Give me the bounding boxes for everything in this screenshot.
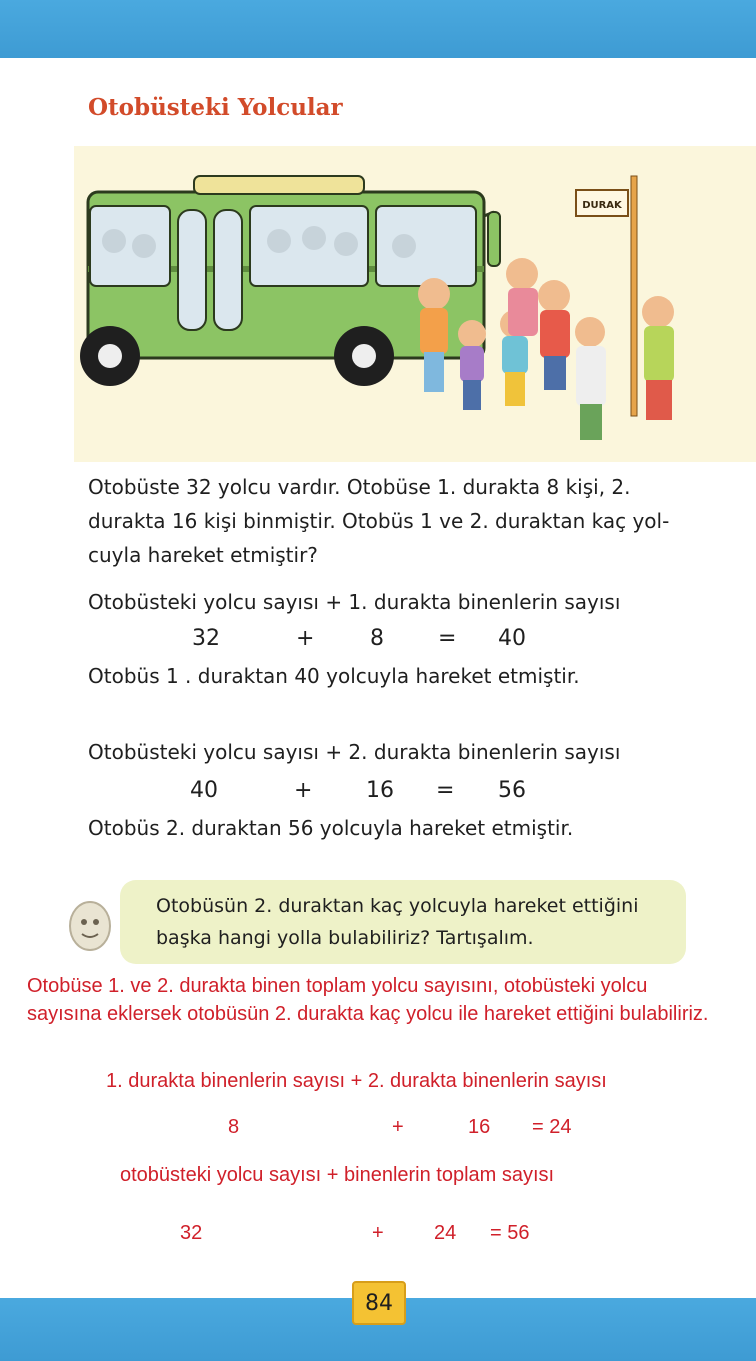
step1-label: Otobüsteki yolcu sayısı + 1. durakta binenlerin sayısı	[88, 590, 621, 614]
answer-line2-result: = 56	[490, 1222, 530, 1244]
step1-conclusion: Otobüs 1 . duraktan 40 yolcuyla hareket etmiştir.	[88, 664, 580, 688]
answer-line2-op: +	[372, 1222, 384, 1244]
top-band	[0, 0, 756, 58]
step2-label: Otobüsteki yolcu sayısı + 2. durakta binenlerin sayısı	[88, 740, 621, 764]
passenger	[102, 229, 126, 253]
page-number: 84	[352, 1281, 406, 1325]
step1-operand-b: 8	[370, 626, 384, 651]
answer-line2-a: 32	[180, 1222, 203, 1244]
step2-operand-b: 16	[366, 778, 394, 803]
discussion-callout	[120, 880, 686, 964]
bus-stop-sign-text: DURAK	[582, 200, 622, 211]
answer-line2-b: 24	[434, 1222, 457, 1244]
discussion-callout-text	[156, 890, 676, 954]
step1-result: 40	[498, 626, 526, 651]
step1-operator: +	[296, 626, 315, 651]
passenger	[334, 232, 358, 256]
answer-line1-a: 8	[228, 1116, 240, 1138]
step2-result: 56	[498, 778, 526, 803]
bus-door-window	[178, 210, 206, 330]
bus-window	[376, 206, 476, 286]
step2-operator: +	[294, 778, 313, 803]
answer-line1-op: +	[392, 1116, 404, 1138]
section-title: Otobüsteki Yolcular	[88, 94, 343, 121]
step1-equals: =	[438, 626, 457, 651]
bus-illustration-svg	[74, 146, 756, 462]
bus-roof	[194, 176, 364, 194]
step2-operand-a: 40	[190, 778, 218, 803]
thinking-character-icon	[68, 898, 112, 952]
answer-line1-b: 16	[468, 1116, 491, 1138]
answer-line1-result: = 24	[532, 1116, 572, 1138]
answer-line1-label: 1. durakta binenlerin sayısı + 2. durakta binenlerin sayısı	[106, 1070, 607, 1092]
answer-paragraph: Otobüse 1. ve 2. durakta binen toplam yolcu sayısını, otobüsteki yolcu sayısına eklersek otobüsün 2. durakta kaç yolcu ile hareket ettiğini bulabiliriz.	[27, 975, 709, 1025]
bus-door-window	[214, 210, 242, 330]
passenger	[267, 229, 291, 253]
callout-line-1: Otobüsün 2. duraktan kaç yolcuyla hareket ettiğini	[156, 895, 639, 917]
bus-wheel-hub	[98, 344, 122, 368]
answer-line2-label: otobüsteki yolcu sayısı + binenlerin toplam sayısı	[120, 1164, 555, 1186]
passenger	[392, 234, 416, 258]
bus-stop-pole	[631, 176, 637, 416]
step2-conclusion: Otobüs 2. duraktan 56 yolcuyla hareket etmiştir.	[88, 816, 574, 840]
step2-equals: =	[436, 778, 455, 803]
passenger	[132, 234, 156, 258]
bus-stop-illustration	[74, 146, 756, 462]
bus-window	[90, 206, 170, 286]
bus-mirror	[488, 212, 500, 266]
bus-wheel-hub	[352, 344, 376, 368]
callout-line-2: başka hangi yolla bulabiliriz? Tartışalım.	[156, 927, 534, 949]
passenger	[302, 226, 326, 250]
step1-operand-a: 32	[192, 626, 220, 651]
problem-text: Otobüste 32 yolcu vardır. Otobüse 1. durakta 8 kişi, 2. durakta 16 kişi binmiştir. Otobüs 1 ve 2. duraktan kaç yolcuyla hareket etmiştir?	[88, 475, 670, 567]
